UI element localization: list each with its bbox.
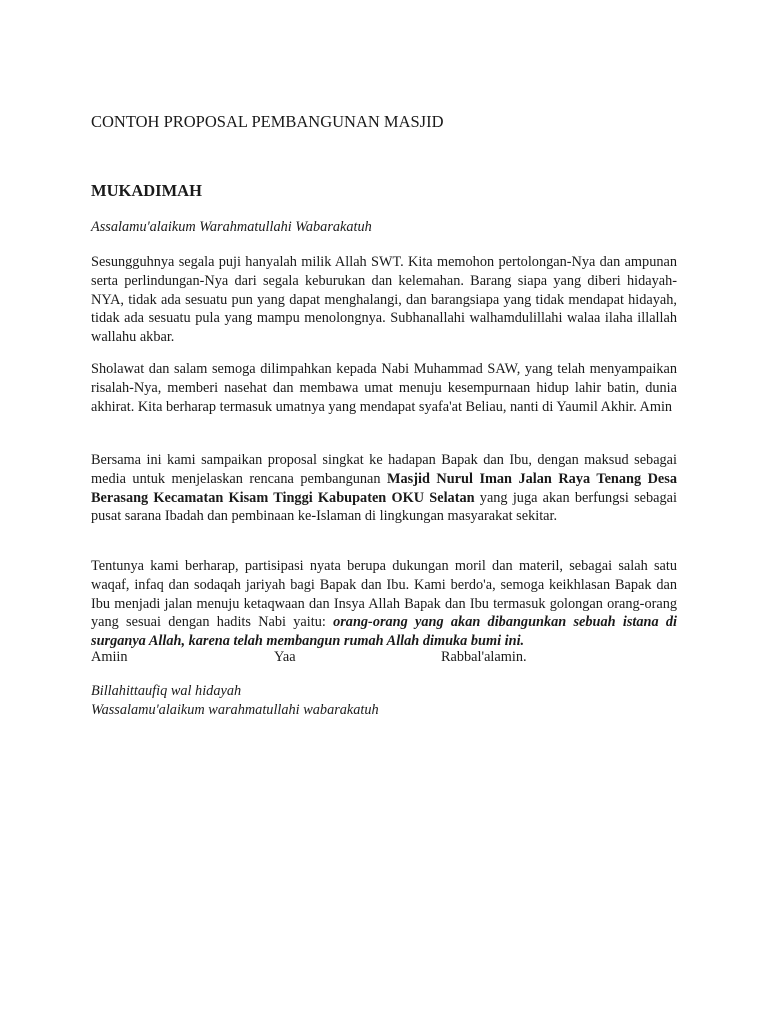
closing-block xyxy=(91,682,379,720)
paragraph-opening: Sesungguhnya segala puji hanyalah milik Allah SWT. Kita memohon pertolongan-Nya dan ampunan serta perlindungan-Nya dari segala keburukan dan kelemahan. Barang siapa yang diberi hidayah-NYA, tidak ada sesuatu pun yang dapat menghalangi, dan barangsiapa yang tidak mendapat hidayah, tidak ada sesuatu pula yang mampu menolongnya. Subhanallahi walhamdulillahi walaa ilaha illallah wallahu akbar. xyxy=(91,254,677,346)
closing-line-2: Wassalamu'alaikum warahmatullahi wabarakatuh xyxy=(91,701,379,718)
paragraph-proposal-text-1: Bersama ini kami sampaikan proposal singkat ke hadapan Bapak dan Ibu, dengan maksud sebagai media untuk menjelaskan rencana pembangunan xyxy=(91,452,677,487)
hadith-quote: orang-orang yang akan dibangunkan sebuah istana di surganya Allah, karena telah membangun rumah Allah dimuka bumi ini. xyxy=(91,614,677,650)
paragraph-hope xyxy=(91,557,677,651)
paragraph-hope-text: Tentunya kami berharap, partisipasi nyata berupa dukungan moril dan materil, sebagai salah satu waqaf, infaq dan sodaqah jariyah bagi Bapak dan Ibu. Kami berdo'a, semoga keikhlasan Bapak dan Ibu menjadi jalan menuju ketaqwaan dan Insya Allah Bapak dan Ibu termasuk golongan orang-orang yang sesuai dengan hadits Nabi yaitu: xyxy=(91,558,677,631)
amin-word-3: Rabbal'alamin. xyxy=(441,649,527,665)
paragraph-proposal xyxy=(91,451,677,526)
greeting: Assalamu'alaikum Warahmatullahi Wabarakatuh xyxy=(91,219,372,235)
amin-line xyxy=(91,649,677,668)
amin-word-2: Yaa xyxy=(274,649,296,665)
amin-word-1: Amiin xyxy=(91,649,128,665)
closing-line-1: Billahittaufiq wal hidayah xyxy=(91,683,242,699)
mosque-name: Masjid Nurul Iman Jalan Raya Tenang Desa Berasang Kecamatan Kisam Tinggi Kabupaten OKU Selatan xyxy=(91,470,677,506)
document-title: CONTOH PROPOSAL PEMBANGUNAN MASJID xyxy=(91,112,444,131)
paragraph-sholawat: Sholawat dan salam semoga dilimpahkan kepada Nabi Muhammad SAW, yang telah menyampaikan risalah-Nya, memberi nasehat dan membawa umat menuju kesempurnaan hidup lahir batin, dunia akhirat. Kita berharap termasuk umatnya yang mendapat syafa'at Beliau, nanti di Yaumil Akhir. Amin xyxy=(91,361,677,415)
section-heading: MUKADIMAH xyxy=(91,181,202,200)
paragraph-proposal-text-2: yang juga akan berfungsi sebagai pusat sarana Ibadah dan pembinaan ke-Islaman di lingkungan masyarakat sekitar. xyxy=(91,489,677,525)
